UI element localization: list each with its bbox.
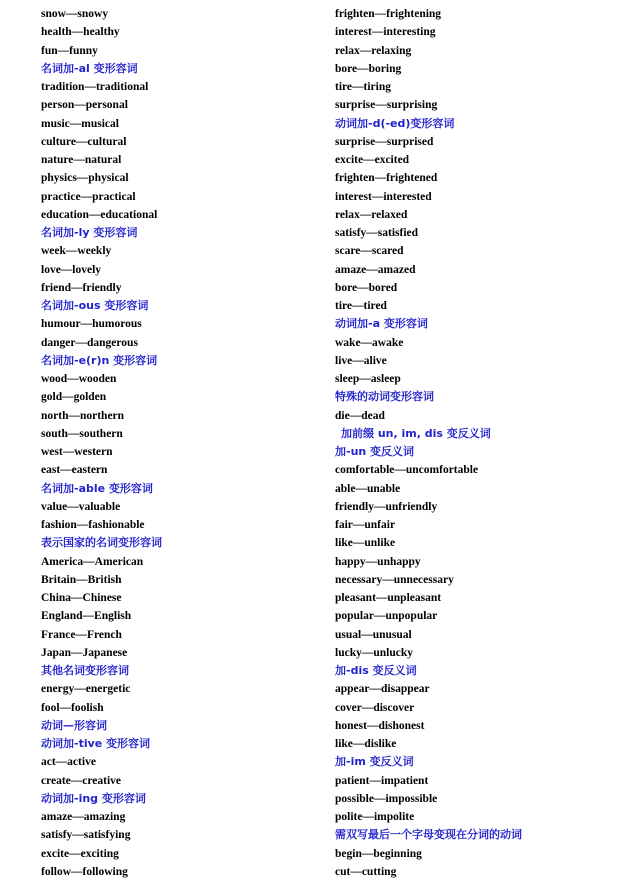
- word-pair: happy—unhappy: [335, 555, 421, 568]
- section-heading: 动词加-a 变形容词: [335, 317, 428, 331]
- section-heading: 加-im 变反义词: [335, 755, 414, 769]
- word-pair: music—musical: [41, 117, 119, 130]
- word-pair: satisfy—satisfying: [41, 829, 131, 842]
- word-pair: energy—energetic: [41, 683, 131, 696]
- word-pair: tire—tiring: [335, 81, 391, 93]
- word-pair: lucky—unlucky: [335, 646, 413, 659]
- word-pair: scare—scared: [335, 245, 404, 258]
- word-pair: excite—excited: [335, 154, 410, 166]
- word-pair: interest—interested: [335, 190, 432, 203]
- word-pair: snow—snowy: [41, 8, 109, 20]
- word-pair: relax—relaxed: [335, 208, 408, 221]
- section-heading: 名词加-al 变形容词: [41, 61, 138, 75]
- word-pair: humour—humorous: [41, 318, 142, 331]
- word-pair: excite—exciting: [41, 847, 119, 860]
- word-pair: cover—discover: [335, 701, 415, 714]
- word-pair: south—southern: [41, 427, 123, 440]
- section-heading: 特殊的动词变形容词: [335, 390, 434, 404]
- word-pair: love—lovely: [41, 263, 102, 276]
- word-pair: like—dislike: [335, 738, 397, 750]
- word-pair: honest—dishonest: [335, 719, 425, 732]
- word-pair: week—weekly: [41, 245, 112, 258]
- word-pair: Japan—Japanese: [41, 646, 128, 659]
- word-pair: polite—impolite: [335, 811, 415, 823]
- word-pair: Britain—British: [41, 573, 122, 586]
- word-pair: tradition—traditional: [41, 81, 149, 93]
- word-pair: surprise—surprised: [335, 135, 434, 148]
- word-pair: die—dead: [335, 409, 385, 422]
- section-heading: 动词—形容词: [41, 718, 107, 732]
- section-heading: 动词加-d(-ed)变形容词: [335, 116, 455, 130]
- section-heading: 加-un 变反义词: [335, 445, 415, 458]
- word-pair: France—French: [41, 628, 122, 641]
- word-pair: fun—funny: [41, 44, 98, 57]
- word-pair: health—healthy: [41, 26, 120, 39]
- word-pair: live—alive: [335, 354, 387, 367]
- word-pair: nature—natural: [41, 154, 122, 166]
- word-pair: friend—friendly: [41, 281, 122, 294]
- section-heading: 名词加-able 变形容词: [41, 481, 153, 495]
- word-pair: fair—unfair: [335, 519, 396, 531]
- word-pair: value—valuable: [41, 500, 121, 513]
- right-column: [335, 5, 625, 881]
- section-heading: 动词加-tive 变形容词: [41, 737, 151, 750]
- word-pair: practice—practical: [41, 190, 136, 203]
- word-pair: wood—wooden: [41, 373, 117, 385]
- section-heading: 动词加-ing 变形容词: [41, 791, 146, 805]
- word-pair: interest—interesting: [335, 26, 436, 39]
- word-pair: America—American: [41, 555, 144, 568]
- word-pair: appear—disappear: [335, 683, 430, 696]
- word-pair: person—personal: [41, 99, 128, 112]
- word-pair: surprise—surprising: [335, 99, 438, 112]
- word-pair: east—eastern: [41, 464, 108, 477]
- section-heading: 其他名词变形容词: [41, 664, 129, 677]
- word-pair: bore—boring: [335, 62, 402, 75]
- section-heading: 名词加-e(r)n 变形容词: [41, 353, 158, 367]
- word-pair: north—northern: [41, 409, 125, 422]
- word-pair: physics—physical: [41, 172, 129, 185]
- word-pair: amaze—amazed: [335, 263, 416, 276]
- section-heading: 表示国家的名词变形容词: [41, 536, 162, 550]
- section-heading: 需双写最后一个字母变现在分词的动词: [335, 828, 522, 842]
- left-column: [41, 5, 331, 881]
- word-pair: China—Chinese: [41, 592, 122, 604]
- word-pair: friendly—unfriendly: [335, 500, 438, 513]
- section-heading: 名词加-ous 变形容词: [41, 299, 149, 312]
- word-pair: tire—tired: [335, 300, 387, 312]
- section-heading: 名词加-ly 变形容词: [41, 226, 138, 239]
- word-pair: sleep—asleep: [335, 373, 401, 385]
- word-pair: fashion—fashionable: [41, 519, 145, 531]
- section-heading: 加-dis 变反义词: [335, 664, 417, 677]
- section-heading: 加前缀 un, im, dis 变反义词: [341, 426, 491, 440]
- word-pair: relax—relaxing: [335, 44, 412, 57]
- word-pair: possible—impossible: [335, 792, 438, 805]
- word-pair: necessary—unnecessary: [335, 573, 454, 586]
- word-pair: amaze—amazing: [41, 811, 126, 823]
- word-pair: usual—unusual: [335, 628, 412, 641]
- word-pair: popular—unpopular: [335, 610, 438, 623]
- word-pair: frighten—frightened: [335, 172, 438, 185]
- word-pair: danger—dangerous: [41, 336, 138, 349]
- word-pair: England—English: [41, 610, 132, 623]
- word-pair: able—unable: [335, 482, 401, 495]
- word-pair: west—western: [41, 446, 113, 458]
- word-pair: create—creative: [41, 774, 122, 787]
- word-pair: education—educational: [41, 208, 158, 221]
- word-pair: frighten—frightening: [335, 8, 442, 20]
- word-pair: like—unlike: [335, 537, 396, 550]
- word-pair: pleasant—unpleasant: [335, 592, 442, 604]
- word-pair: wake—awake: [335, 336, 404, 349]
- word-pair: patient—impatient: [335, 774, 429, 787]
- word-pair: follow—following: [41, 865, 128, 878]
- word-pair: fool—foolish: [41, 701, 104, 714]
- word-pair: satisfy—satisfied: [335, 227, 419, 239]
- word-pair: act—active: [41, 756, 96, 769]
- word-pair: culture—cultural: [41, 135, 127, 148]
- word-pair: comfortable—uncomfortable: [335, 464, 479, 477]
- word-pair: gold—golden: [41, 391, 107, 404]
- word-pair: bore—bored: [335, 281, 398, 294]
- word-pair: cut—cutting: [335, 865, 397, 878]
- word-pair: begin—beginning: [335, 847, 422, 860]
